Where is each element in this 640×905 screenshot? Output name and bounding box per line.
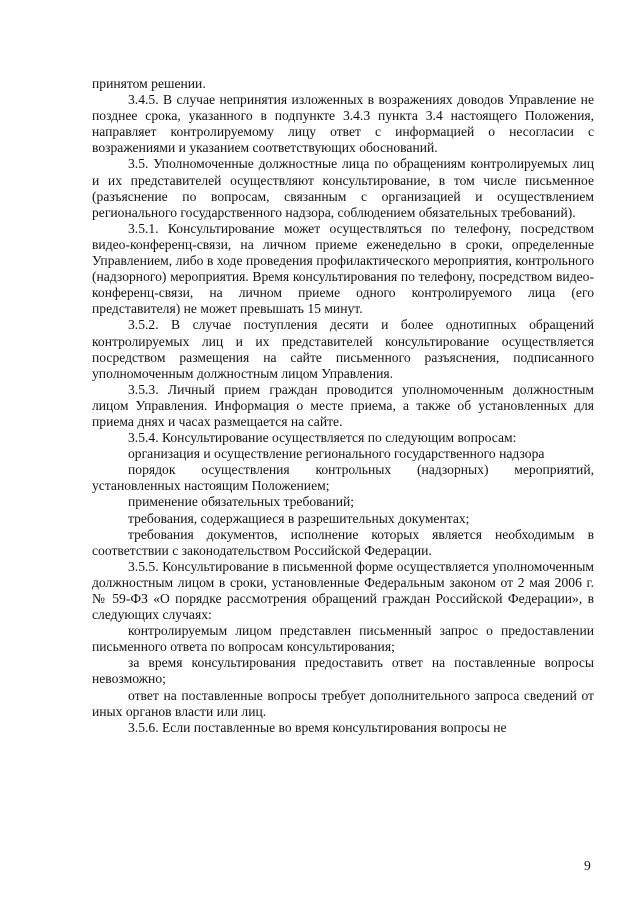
paragraph-3-5-5: 3.5.5. Консультирование в письменной форме осуществляется уполномоченным должностным лицом в сроки, установленные Федеральным законом от 2 мая 2006 г. № 59-ФЗ «О порядке рассмотрения обращений граждан Российской Федерации», в следующих случаях: <box>92 558 594 623</box>
paragraph-3-5-6: 3.5.6. Если поставленные во время консультирования вопросы не <box>128 719 507 735</box>
list-item: порядок осуществления контрольных (надзорных) мероприятий, установленных настоящим Положением; <box>92 462 594 494</box>
list-item: ответ на поставленные вопросы требует дополнительного запроса сведений от иных органов власти или лиц. <box>92 687 594 719</box>
paragraph-3-4-5: 3.4.5. В случае непринятия изложенных в возражениях доводов Управление не позднее срока, указанного в подпункте 3.4.3 пункта 3.4 настоящего Положения, направляет контролируемому лицу ответ с информацией о несогласии с возражениями и указанием соответствующих обоснований. <box>92 92 594 156</box>
page-number: 9 <box>584 858 591 873</box>
list-item: за время консультирования предоставить ответ на поставленные вопросы невозможно; <box>92 655 594 687</box>
paragraph-3-5: 3.5. Уполномоченные должностные лица по обращениям контролируемых лиц и их представителей осуществляют консультирование, в том числе письменное (разъяснение по вопросам, связанным с организацией и осуществлением регионального государственного надзора, соблюдением обязательных требований). <box>92 156 594 220</box>
paragraph-3-5-4: 3.5.4. Консультирование осуществляется по следующим вопросам: <box>128 430 517 446</box>
list-item: организация и осуществление регионального государственного надзора <box>128 446 545 462</box>
list-item: требования, содержащиеся в разрешительных документах; <box>128 510 470 526</box>
paragraph-continuation: принятом решении. <box>92 76 206 91</box>
body-text <box>92 76 594 736</box>
list-item: требования документов, исполнение которых является необходимым в соответствии с законодательством Российской Федерации. <box>92 526 594 558</box>
paragraph-3-5-2: 3.5.2. В случае поступления десяти и более однотипных обращений контролируемых лиц и их представителей консультирование осуществляется посредством размещения на сайте письменного разъяснения, подписанного уполномоченным должностным лицом Управления. <box>92 317 594 381</box>
paragraph-3-5-1: 3.5.1. Консультирование может осуществляться по телефону, посредством видео-конференц-связи, на личном приеме еженедельно в сроки, определенные Управлением, либо в ходе проведения профилактического мероприятия, контрольного (надзорного) мероприятия. Время консультирования по телефону, посредством видео-конференц-связи, на личном приеме одного контролируемого лица (его представителя) не может превышать 15 минут. <box>92 220 594 317</box>
paragraph-3-5-3: 3.5.3. Личный прием граждан проводится уполномоченным должностным лицом Управления. Информация о месте приема, а также об установленных для приема днях и часах размещается на сайте. <box>92 381 594 429</box>
list-item: применение обязательных требований; <box>128 494 355 510</box>
list-item: контролируемым лицом представлен письменный запрос о предоставлении письменного ответа по вопросам консультирования; <box>92 623 594 655</box>
